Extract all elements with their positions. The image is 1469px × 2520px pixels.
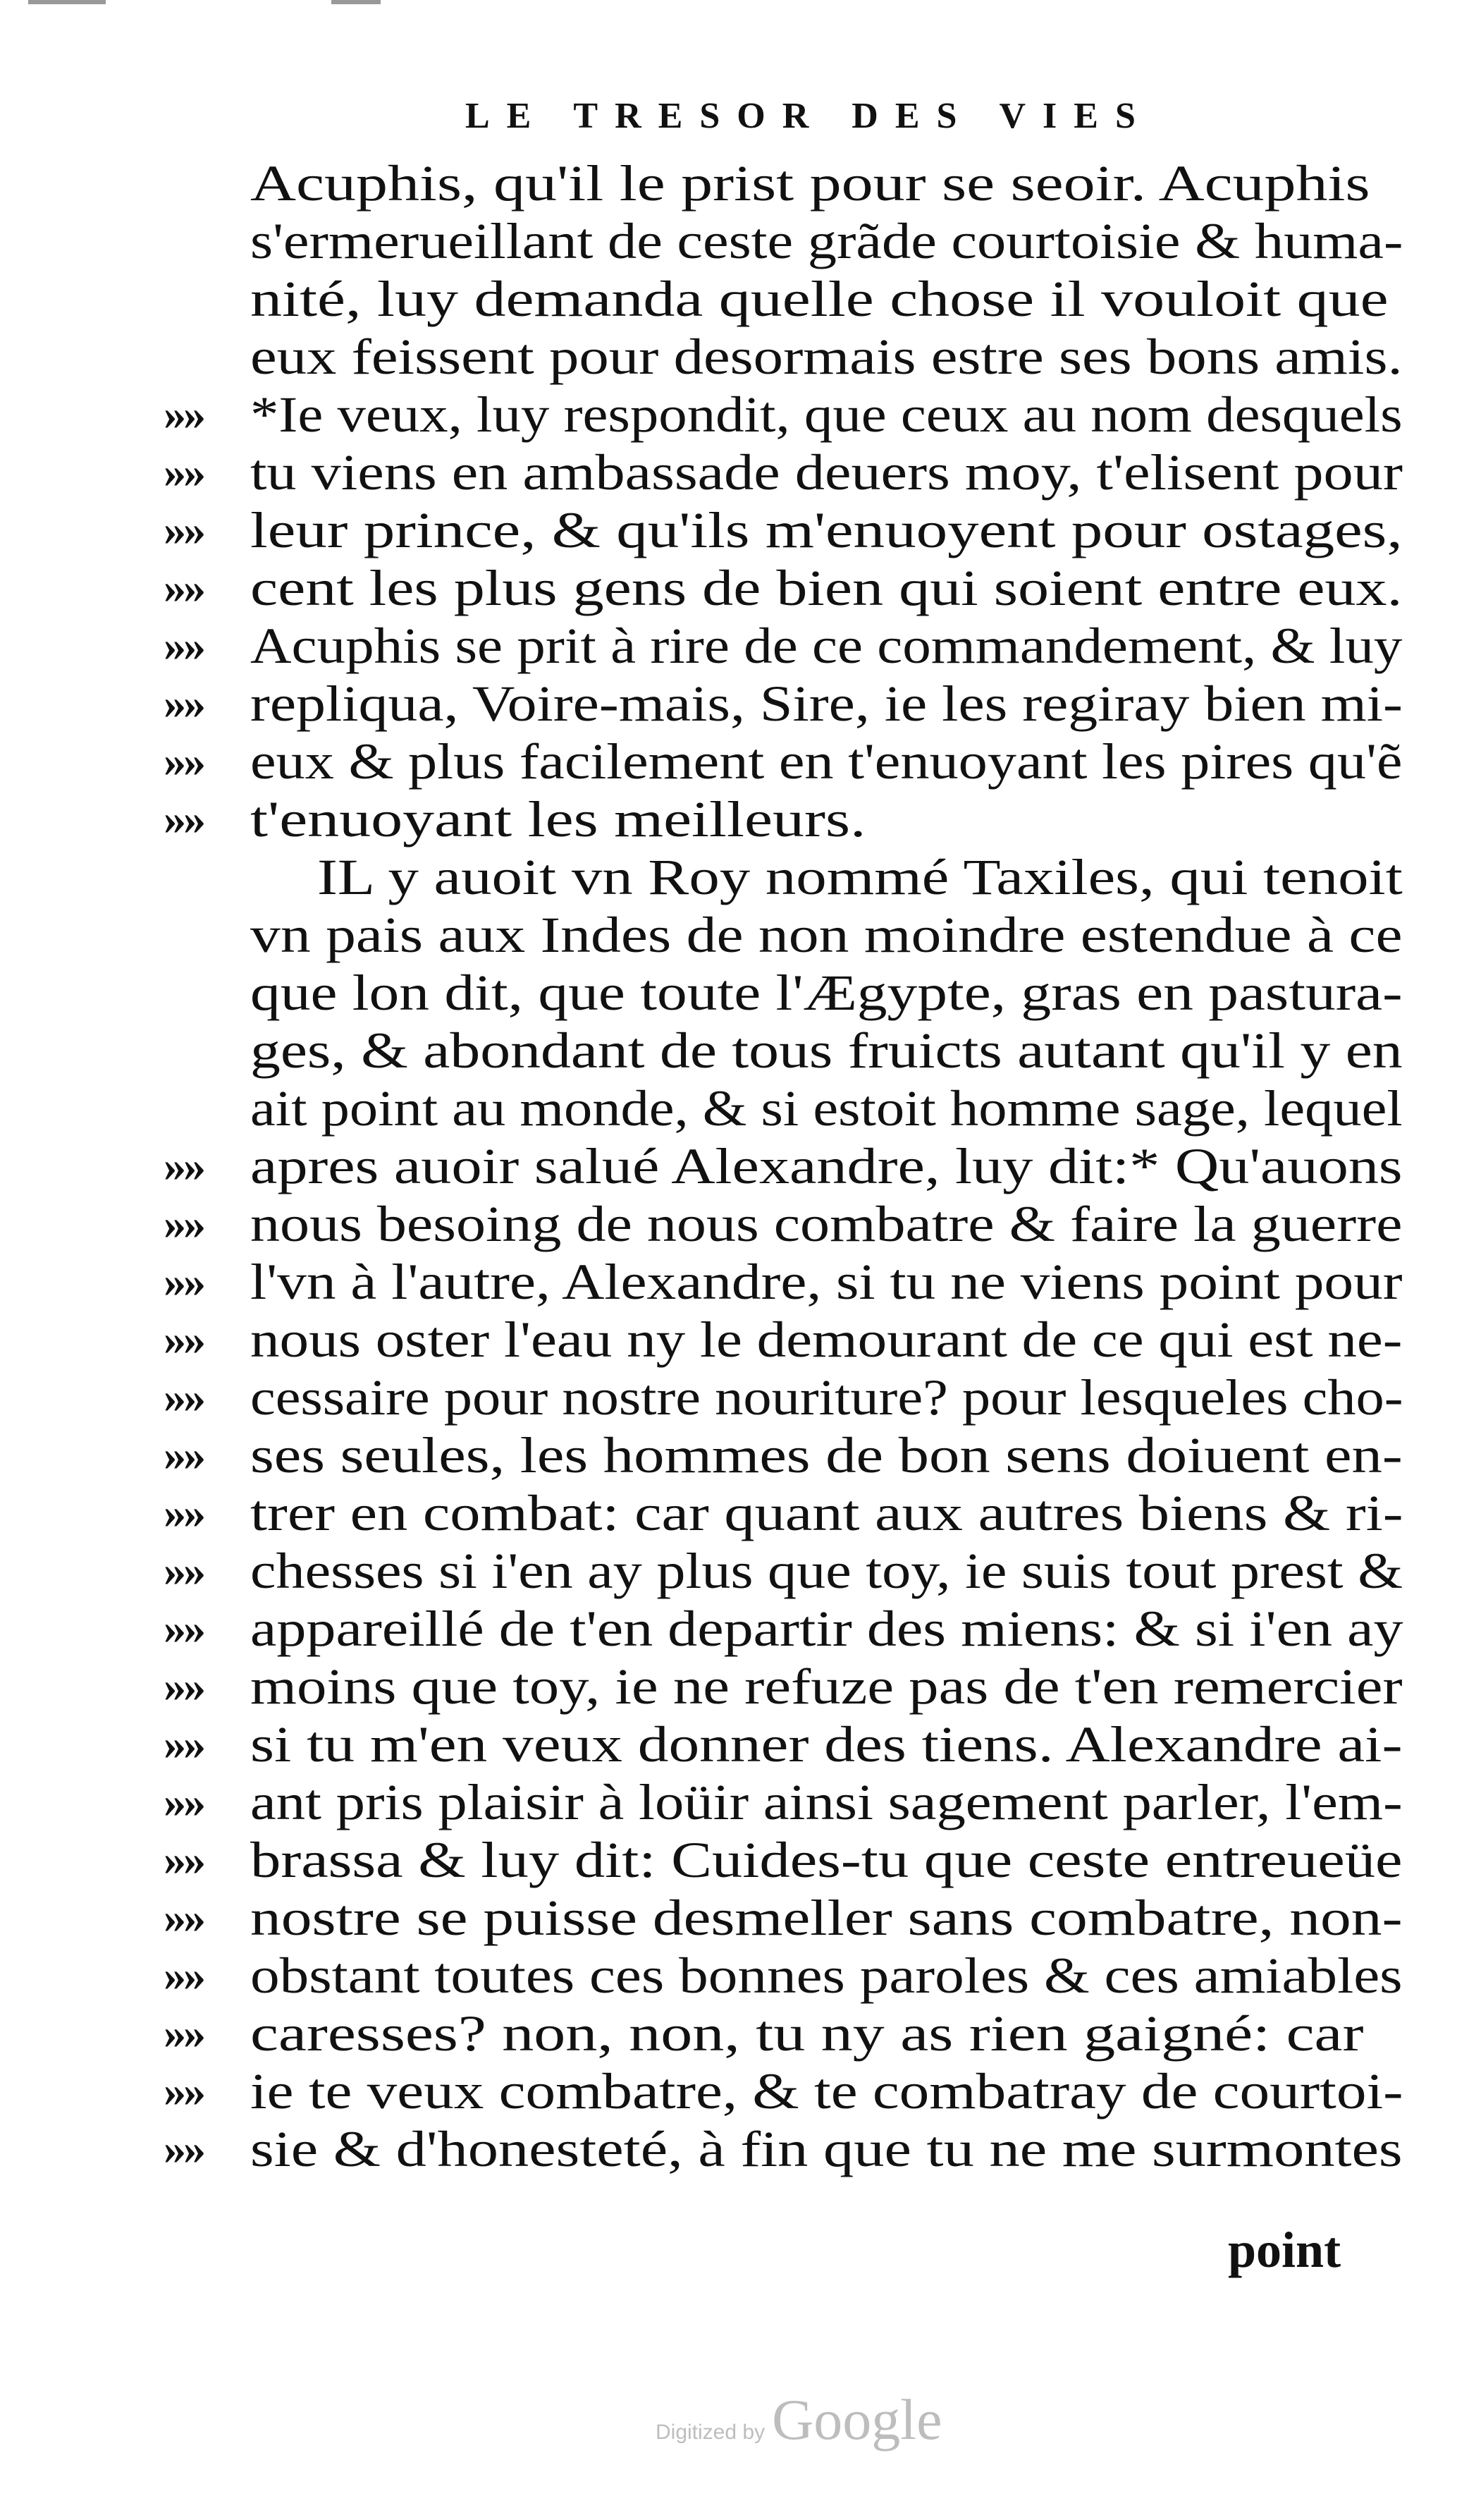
edge-mark: [331, 0, 381, 4]
quotation-marker: »»: [164, 1372, 203, 1422]
text-line: cent les plus gens de bien qui soient entre eux.: [250, 560, 1403, 616]
quotation-marker: »»: [164, 1777, 203, 1827]
google-logo: Google: [772, 2387, 942, 2452]
text-line: Acuphis se prit à rire de ce commandement, & luy: [250, 618, 1403, 674]
quotation-marker: »»: [164, 736, 203, 786]
quotation-marker: »»: [164, 1488, 203, 1538]
quotation-marker: »»: [164, 678, 203, 728]
quotation-marker: »»: [164, 1661, 203, 1711]
text-line: eux feissent pour desormais estre ses bons amis.: [250, 329, 1403, 385]
quotation-marker: »»: [164, 1199, 203, 1249]
text-line: trer en combat: car quant aux autres biens & ri-: [250, 1485, 1403, 1541]
text-line: eux & plus facilement en t'enuoyant les pires qu'ẽ: [250, 733, 1403, 790]
text-line: nous oster l'eau ny le demourant de ce qui est ne-: [250, 1311, 1403, 1368]
text-line: caresses? non, non, tu ny as rien gaigné: car: [250, 2005, 1364, 2062]
text-line: l'vn à l'autre, Alexandre, si tu ne viens point pour: [250, 1254, 1403, 1310]
quotation-marker: »»: [164, 505, 203, 555]
text-line: Acuphis, qu'il le prist pour se seoir. Acuphis: [250, 155, 1370, 212]
watermark-prefix: Digitized by: [656, 2421, 766, 2444]
quotation-marker: »»: [164, 1314, 203, 1364]
quotation-marker: »»: [164, 2008, 203, 2058]
quotation-marker: »»: [164, 794, 203, 844]
running-head: LE TRESOR DES VIES: [465, 96, 1153, 136]
text-line: ie te veux combatre, & te combatray de courtoi-: [250, 2063, 1403, 2120]
quotation-marker: »»: [164, 1950, 203, 2000]
text-line: appareillé de t'en departir des miens: & si i'en ay: [250, 1601, 1403, 1657]
quotation-marker: »»: [164, 1719, 203, 1769]
quotation-marker: »»: [164, 1256, 203, 1307]
text-line: ges, & abondant de tous fruicts autant qu'il y en: [250, 1022, 1403, 1079]
quotation-marker: »»: [164, 1835, 203, 1885]
quotation-marker: »»: [164, 1546, 203, 1596]
text-line: moins que toy, ie ne refuze pas de t'en remercier: [250, 1658, 1403, 1715]
text-line: sie & d'honesteté, à fin que tu ne me surmontes: [250, 2121, 1403, 2177]
text-line: obstant toutes ces bonnes paroles & ces amiables: [250, 1947, 1403, 2004]
text-line: IL y auoit vn Roy nommé Taxiles, qui tenoit: [317, 849, 1403, 905]
digitized-by-watermark: [656, 2387, 942, 2453]
text-line: *Ie veux, luy respondit, que ceux au nom desquels: [250, 386, 1403, 443]
text-line: ant pris plaisir à loüir ainsi sagement parler, l'em-: [250, 1774, 1403, 1830]
quotation-marker: »»: [164, 1141, 203, 1191]
quotation-marker: »»: [164, 1892, 203, 1943]
text-line: tu viens en ambassade deuers moy, t'elisent pour: [250, 444, 1403, 501]
text-line: apres auoir salué Alexandre, luy dit:* Qu'auons: [250, 1138, 1403, 1194]
quotation-marker: »»: [164, 447, 203, 497]
text-line: leur prince, & qu'ils m'enuoyent pour ostages,: [250, 502, 1403, 558]
text-line: repliqua, Voire-mais, Sire, ie les regiray bien mi-: [250, 675, 1403, 732]
text-line: t'enuoyant les meilleurs.: [250, 791, 866, 848]
text-line: nous besoing de nous combatre & faire la guerre: [250, 1196, 1403, 1252]
text-line: nostre se puisse desmeller sans combatre, non-: [250, 1890, 1403, 1946]
quotation-marker: »»: [164, 2066, 203, 2116]
page-top-edge: [0, 0, 1469, 10]
edge-mark: [28, 0, 106, 4]
text-line: cessaire pour nostre nouriture? pour lesqueles cho-: [250, 1369, 1403, 1426]
quotation-marker: »»: [164, 1430, 203, 1480]
quotation-marker: »»: [164, 1603, 203, 1653]
text-line: que lon dit, que toute l'Ægypte, gras en pastura-: [250, 965, 1403, 1021]
text-line: chesses si i'en ay plus que toy, ie suis tout prest &: [250, 1543, 1403, 1599]
text-line: nité, luy demanda quelle chose il vouloit que: [250, 271, 1389, 327]
text-line: s'ermerueillant de ceste grãde courtoisie & huma-: [250, 213, 1403, 269]
text-line: ses seules, les hommes de bon sens doiuent en-: [250, 1427, 1403, 1484]
text-line: ait point au monde, & si estoit homme sage, lequel: [250, 1080, 1403, 1137]
quotation-marker: »»: [164, 620, 203, 671]
quotation-marker: »»: [164, 389, 203, 439]
quotation-marker: »»: [164, 563, 203, 613]
text-line: brassa & luy dit: Cuides-tu que ceste entreueüe: [250, 1832, 1403, 1888]
text-line: si tu m'en veux donner des tiens. Alexandre ai-: [250, 1716, 1403, 1773]
catchword: point: [1228, 2222, 1341, 2278]
text-line: vn pais aux Indes de non moindre estendue à ce: [250, 907, 1403, 963]
quotation-marker: »»: [164, 2124, 203, 2174]
